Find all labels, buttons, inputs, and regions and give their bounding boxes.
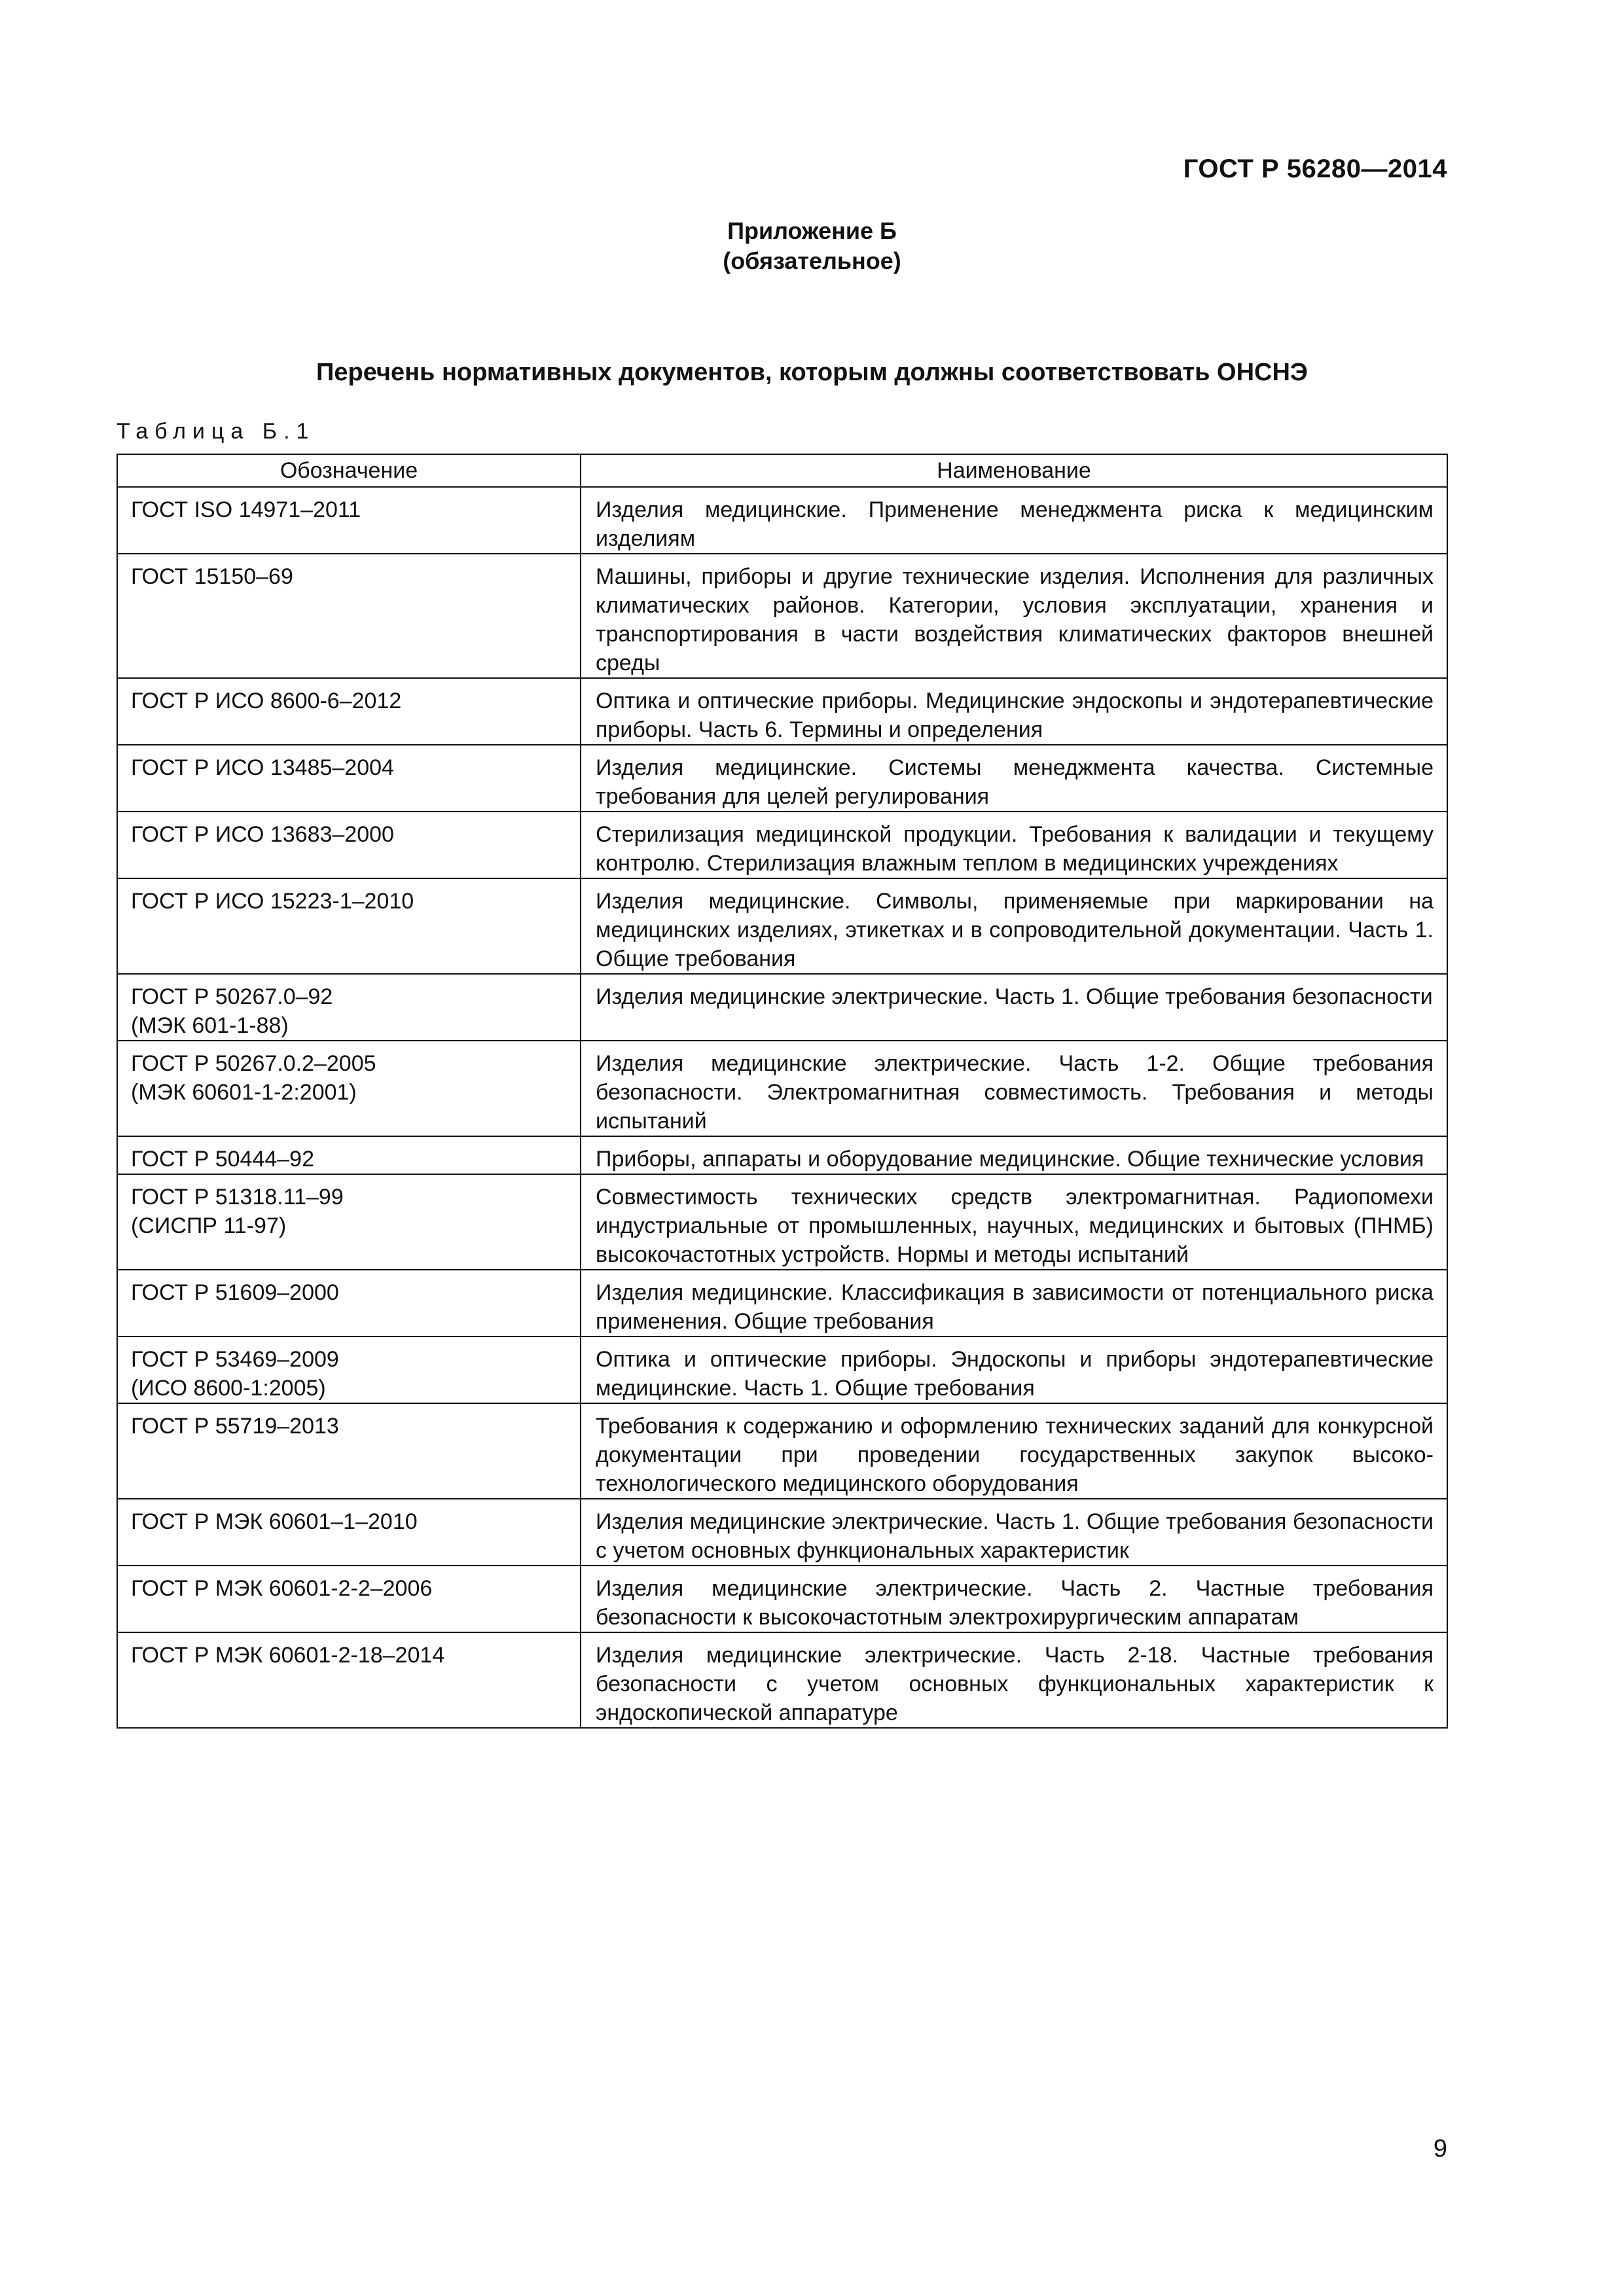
document-code: ГОСТ Р 56280—2014 xyxy=(1183,154,1447,183)
table-row xyxy=(117,1566,1447,1632)
document-designation: ГОСТ ISO 14971–2011 xyxy=(117,487,581,554)
document-name: Изделия медицинские электрические. Часть 1-2. Общие требования безопасности. Электромагнитная совместимость. Требования и методы испытаний xyxy=(581,1041,1447,1136)
document-designation: ГОСТ Р 51609–2000 xyxy=(117,1270,581,1336)
table-row xyxy=(117,1041,1447,1136)
document-name: Изделия медицинские электрические. Часть 2-18. Частные требования безопасности с учетом основных функциональных характеристик к эндоскопической аппаратуре xyxy=(581,1632,1447,1728)
table-row xyxy=(117,878,1447,974)
document-designation: ГОСТ Р 55719–2013 xyxy=(117,1403,581,1499)
table-row xyxy=(117,487,1447,554)
document-name: Изделия медицинские. Применение менеджмента риска к медицинским изделиям xyxy=(581,487,1447,554)
document-designation: ГОСТ Р МЭК 60601–1–2010 xyxy=(117,1499,581,1566)
table-row xyxy=(117,1336,1447,1403)
document-name: Машины, приборы и другие технические изделия. Исполнения для различных климатических районов. Категории, условия эксплуатации, хранения и транспортирования в части воздействия климатических факторов внешней среды xyxy=(581,554,1447,678)
table-body xyxy=(117,487,1447,1728)
document-name: Изделия медицинские электрические. Часть 1. Общие требования безопасности с учетом основных функциональных характеристик xyxy=(581,1499,1447,1566)
list-title: Перечень нормативных документов, которым должны соответствовать ОНСНЭ xyxy=(316,359,1308,386)
table-row xyxy=(117,1499,1447,1566)
document-designation: ГОСТ Р 50267.0.2–2005 (МЭК 60601-1-2:2001) xyxy=(117,1041,581,1136)
appendix-title: Приложение Б xyxy=(727,217,897,244)
document-name: Совместимость технических средств электромагнитная. Радиопомехи индустриальные от промышленных, научных, медицинских и бытовых (ПНМБ) высокочастотных устройств. Нормы и методы испытаний xyxy=(581,1174,1447,1270)
appendix-subtitle: (обязательное) xyxy=(723,247,901,274)
document-designation: ГОСТ Р 51318.11–99 (СИСПР 11-97) xyxy=(117,1174,581,1270)
document-designation: ГОСТ Р ИСО 13485–2004 xyxy=(117,745,581,812)
document-name: Изделия медицинские электрические. Часть 2. Частные требования безопасности к высокочастотным электрохирургическим аппаратам xyxy=(581,1566,1447,1632)
page-number: 9 xyxy=(1433,2135,1447,2162)
table-row xyxy=(117,1270,1447,1336)
document-name: Требования к содержанию и оформлению технических заданий для конкурсной документации при проведении государственных закупок высоко-технологического медицинского оборудования xyxy=(581,1403,1447,1499)
table-row xyxy=(117,678,1447,745)
normative-documents-table xyxy=(117,454,1448,1729)
appendix-heading xyxy=(0,216,1624,276)
table-row xyxy=(117,1403,1447,1499)
document-designation: ГОСТ Р ИСО 13683–2000 xyxy=(117,812,581,878)
document-name: Изделия медицинские. Классификация в зависимости от потенциального риска применения. Общие требования xyxy=(581,1270,1447,1336)
table-header-row xyxy=(117,454,1447,487)
document-name: Стерилизация медицинской продукции. Требования к валидации и текущему контролю. Стерилизация влажным теплом в медицинских учреждениях xyxy=(581,812,1447,878)
document-designation: ГОСТ Р МЭК 60601-2-18–2014 xyxy=(117,1632,581,1728)
document-name: Изделия медицинские электрические. Часть 1. Общие требования безопасности xyxy=(581,974,1447,1041)
table-row xyxy=(117,1632,1447,1728)
document-name: Приборы, аппараты и оборудование медицинские. Общие технические условия xyxy=(581,1136,1447,1174)
table-label: Таблица Б.1 xyxy=(117,419,316,444)
table-row xyxy=(117,745,1447,812)
document-name: Оптика и оптические приборы. Медицинские эндоскопы и эндотерапевтические приборы. Часть 6. Термины и определения xyxy=(581,678,1447,745)
table-row xyxy=(117,554,1447,678)
column-header-designation: Обозначение xyxy=(117,454,581,487)
document-name: Изделия медицинские. Символы, применяемые при маркировании на медицинских изделиях, этикетках и в сопроводительной документации. Часть 1. Общие требования xyxy=(581,878,1447,974)
document-designation: ГОСТ Р 50444–92 xyxy=(117,1136,581,1174)
document-name: Изделия медицинские. Системы менеджмента качества. Системные требования для целей регулирования xyxy=(581,745,1447,812)
document-designation: ГОСТ Р ИСО 8600-6–2012 xyxy=(117,678,581,745)
document-designation: ГОСТ Р 50267.0–92 (МЭК 601-1-88) xyxy=(117,974,581,1041)
table-row xyxy=(117,974,1447,1041)
table-row xyxy=(117,1174,1447,1270)
document-designation: ГОСТ 15150–69 xyxy=(117,554,581,678)
document-name: Оптика и оптические приборы. Эндоскопы и приборы эндотерапевтические медицинские. Часть 1. Общие требования xyxy=(581,1336,1447,1403)
column-header-name: Наименование xyxy=(581,454,1447,487)
document-designation: ГОСТ Р 53469–2009 (ИСО 8600-1:2005) xyxy=(117,1336,581,1403)
document-designation: ГОСТ Р ИСО 15223-1–2010 xyxy=(117,878,581,974)
table-row xyxy=(117,812,1447,878)
document-designation: ГОСТ Р МЭК 60601-2-2–2006 xyxy=(117,1566,581,1632)
table-row xyxy=(117,1136,1447,1174)
